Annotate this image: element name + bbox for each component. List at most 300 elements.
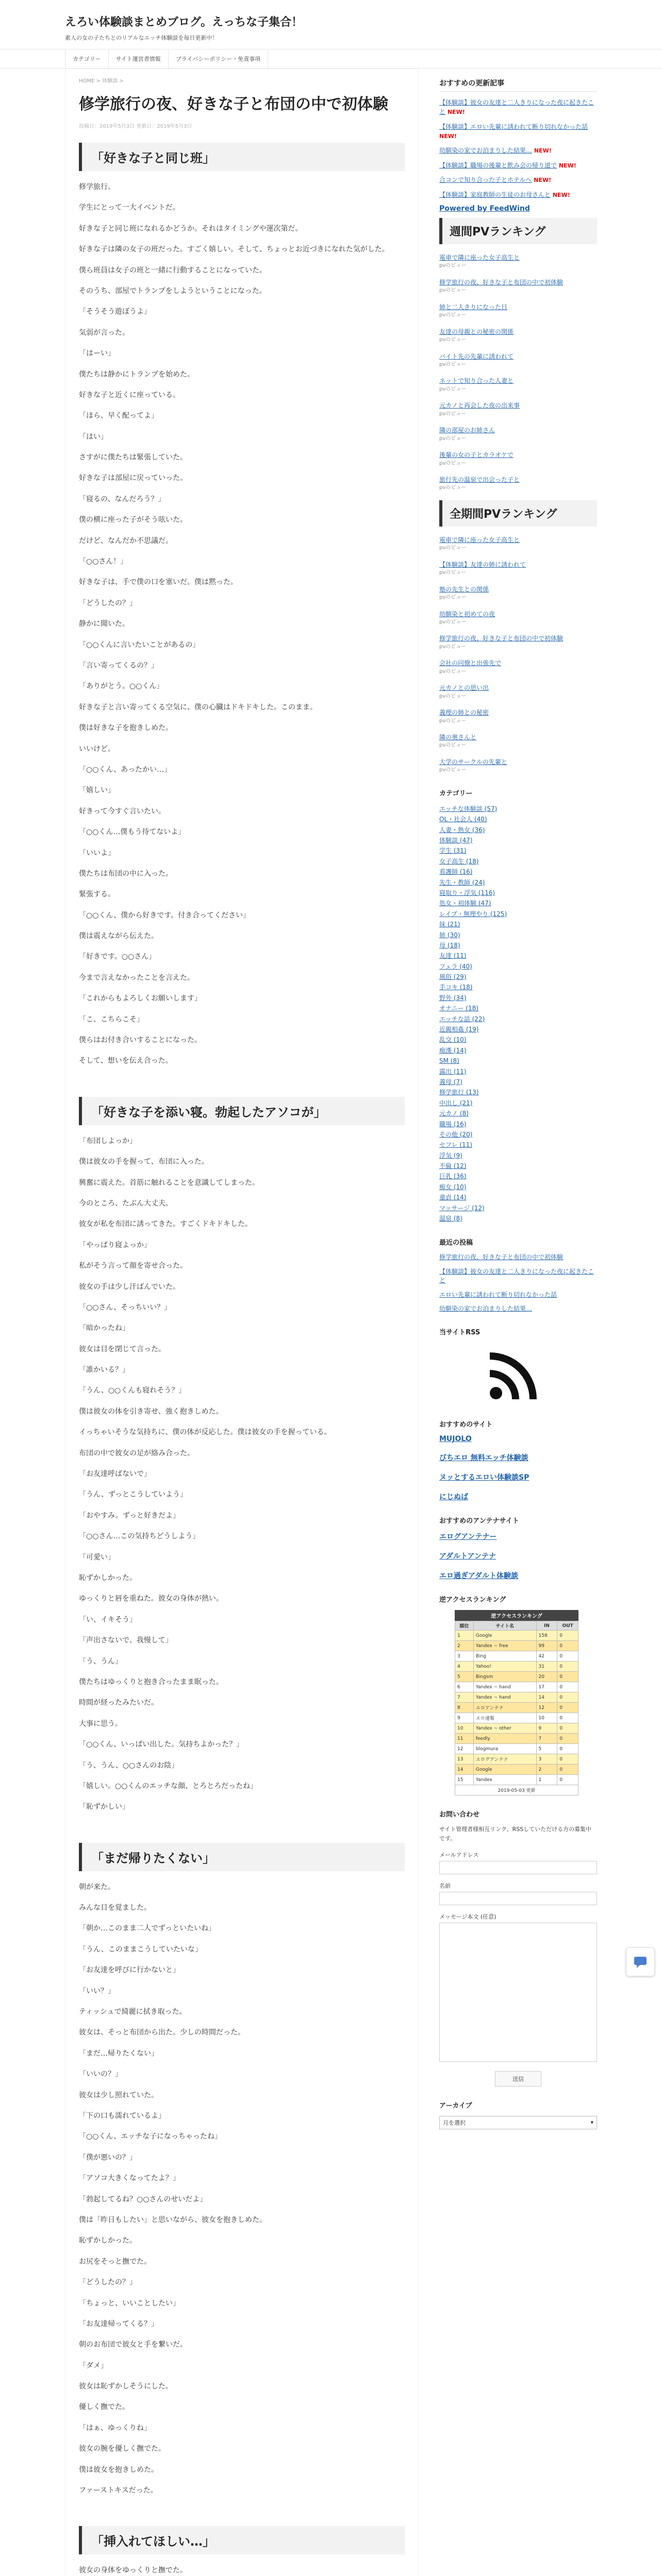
category-item [439,1171,597,1181]
nav-categories[interactable]: カテゴリー [65,49,109,68]
body-line: 彼女の手は少し汗ばんでいた。 [79,1282,180,1291]
access-cell: 0 [557,1734,578,1744]
archive-title: アーカイブ [439,2102,472,2110]
category-link[interactable]: 修学旅行 (13) [439,1089,479,1096]
update-item [439,161,597,171]
access-row [455,1682,578,1692]
category-item [439,1108,597,1118]
ranking-link[interactable]: 旅行先の温泉で出会った子と [439,476,520,484]
access-caption: 逆アクセスランキング [455,1610,578,1621]
access-cell[interactable]: Yandex ~ free [473,1641,536,1651]
access-cell[interactable]: エロアンテナ [473,1703,536,1713]
category-link[interactable]: 浮気 (9) [439,1151,462,1159]
body-line: 「声出さないで、我慢して」 [79,1636,173,1645]
category-link[interactable]: 風俗 (29) [439,973,467,981]
category-link[interactable]: 手コキ (18) [439,984,473,991]
chat-widget-button[interactable] [626,1947,655,1976]
category-link[interactable]: 温泉 (8) [439,1215,462,1223]
category-item [439,909,597,919]
body-line: いいけど。 [79,744,115,753]
ranking-link[interactable]: 姉と二人きりになった日 [439,303,508,311]
post-meta: 投稿日：2019年5月3日 更新日：2019年5月3日 [79,124,192,129]
ranking-item [439,610,597,626]
body-line: 僕は震えながら伝えた。 [79,932,158,941]
section-spacer [79,2505,405,2526]
category-link[interactable]: 不倫 (12) [439,1162,467,1170]
recent-item [439,1291,597,1299]
access-cell: 20 [536,1672,557,1682]
access-cell: 0 [557,1692,578,1703]
category-link[interactable]: 人妻・熟女 (36) [439,826,485,834]
access-row [455,1672,578,1682]
site-item [439,1472,597,1482]
access-header-cell: 順位 [455,1621,474,1631]
category-item [439,1140,597,1150]
body-line: 「暗かったね」 [79,1324,129,1333]
body-line: みんな目を覚ました。 [79,1904,151,1912]
update-item [439,98,597,117]
pv-count: pvのビュー [439,361,467,367]
antenna-item [439,1551,597,1561]
name-field[interactable] [439,1892,597,1905]
category-link[interactable]: 露出 (11) [439,1067,467,1075]
access-cell: 4 [455,1662,474,1672]
site-item [439,1492,597,1502]
category-link[interactable]: 寝取り・浮気 (116) [439,889,495,896]
access-cell: 0 [557,1723,578,1734]
category-link[interactable]: 元カノ (8) [439,1110,469,1117]
access-footer: 2019-05-03 更新 [455,1785,578,1795]
access-cell: 0 [557,1744,578,1754]
section-spacer [79,1076,405,1097]
body-line: 「ありがとう。○○くん」 [79,682,164,691]
access-cell: 31 [536,1662,557,1672]
access-row [455,1651,578,1662]
body-line: 「ほら、早く配ってよ」 [79,412,158,420]
ranking-link[interactable]: 塾の先生との関係 [439,585,489,593]
body-line: 僕は「昨日もしたい」と思いながら、彼女を抱きしめた。 [79,2215,267,2224]
update-link[interactable]: 【体験談】エロい先輩に誘われて断り切れなかった話 [439,123,588,130]
total-ranking-list [439,536,597,774]
category-link[interactable]: 女子高生 (18) [439,857,479,865]
body-line: 「寝るの、なんだろう？」 [79,495,166,503]
antenna-item [439,1531,597,1541]
access-row [455,1713,578,1723]
body-line: 「いいの？」 [79,2070,122,2079]
body-line: 僕の横に座った子がそう呟いた。 [79,516,187,524]
recent-link[interactable]: エロい先輩に誘われて断り切れなかった話 [439,1291,557,1298]
body-line: 「お友達呼ばないで」 [79,1470,151,1479]
body-line: 「勃起してるね？○○さんのせいだよ」 [79,2195,207,2204]
category-title: カテゴリー [439,789,473,798]
body-line: 好きって今すぐ言いたい。 [79,807,166,816]
category-link[interactable]: エッチな話 (22) [439,1015,485,1023]
category-link[interactable]: エッチな体験談 (57) [439,805,498,812]
ranking-link[interactable]: 修学旅行の夜、好きな子と布団の中で初体験 [439,635,564,642]
access-cell: 12 [455,1744,474,1754]
access-cell[interactable]: Yandex [473,1775,536,1785]
category-item [439,951,597,961]
access-cell[interactable]: エロ速報 [473,1713,536,1723]
site-title[interactable]: えろい体験談まとめブログ。えっちな子集合！ [65,16,303,29]
sites-list [439,1435,597,1502]
body-line: 好きな子は、手で僕の口を塞いだ。僕は黙った。 [79,578,238,587]
access-header-cell: IN [536,1621,557,1631]
category-link[interactable]: 巨乳 (36) [439,1173,467,1180]
ranking-item [439,278,597,295]
body-line: 彼女は少し照れていた。 [79,2091,158,2099]
category-item [439,1024,597,1035]
category-link[interactable]: 妹 (21) [439,921,460,928]
ranking-item [439,451,597,467]
antenna-link[interactable]: エログアンテナー [439,1533,497,1541]
rss-icon[interactable] [486,1347,542,1403]
ranking-link[interactable]: 後輩の女の子とカラオケで [439,451,514,459]
access-cell[interactable]: feedly [473,1734,536,1744]
body-line: そのうち、部屋でトランプをしようということになった。 [79,286,267,295]
site-link[interactable]: MUJOLO [439,1435,472,1444]
access-row [455,1744,578,1754]
site-item [439,1435,597,1443]
ranking-item [439,585,597,602]
ranking-link[interactable]: 【体験談】友達の姉に誘われて [439,561,526,568]
pv-count: pvのビュー [439,287,467,294]
category-link[interactable]: フェラ (40) [439,962,472,970]
category-item [439,1066,597,1077]
ranking-link[interactable]: 友達の母親との秘密の関係 [439,328,514,335]
access-ranking-table [455,1610,578,1795]
ranking-link[interactable]: 義理の姉との秘密 [439,709,489,717]
access-cell[interactable]: Yandex ~ other [473,1723,536,1734]
site-link[interactable]: にじぬば [439,1493,468,1502]
ranking-item [439,401,597,418]
pv-count: pvのビュー [439,485,467,491]
access-cell[interactable]: Yandex ~ hand [473,1682,536,1692]
category-item [439,1192,597,1202]
chat-icon [633,1954,648,1970]
category-link[interactable]: 体験談 (47) [439,836,473,844]
contact-text: サイト管理者様相互リンク、RSSしていただける方の募集中です。 [439,1826,592,1842]
body-line: 「僕が悪いの？」 [79,2153,137,2162]
antenna-item [439,1570,597,1581]
global-nav [0,49,662,69]
access-cell: 12 [536,1703,557,1713]
email-field[interactable] [439,1861,597,1874]
recent-item [439,1267,597,1285]
recent-link[interactable]: 幼馴染の家でお泊まりした結果… [439,1305,533,1312]
body-line: 恥ずかしかった。 [79,1574,137,1582]
ranking-link[interactable]: バイト先の先輩に誘われて [439,352,514,360]
body-line: 今のところ、たぶん大丈夫。 [79,1199,173,1208]
ranking-item [439,476,597,492]
category-item [439,825,597,835]
antenna-link[interactable]: エロ過ぎアダルト体験談 [439,1572,519,1581]
main-content [65,69,419,2576]
recent-link[interactable]: 【体験談】彼女の友達と二人きりになった夜に起きたこと [439,1267,594,1284]
category-item [439,1129,597,1140]
update-item [439,122,597,141]
body-line: イっちゃいそうな気持ちに、僕の体が反応した。僕は彼女の手を握っている。 [79,1428,332,1437]
category-item [439,930,597,940]
post-title: 修学旅行の夜、好きな子と布団の中で初体験 [79,95,388,113]
body-line: 優しく撫でた。 [79,2403,129,2412]
category-link[interactable]: 職場 (16) [439,1120,467,1128]
body-line: 「そうそう遊ぼうよ」 [79,308,151,316]
email-label: メールアドレス [439,1851,479,1858]
access-row [455,1734,578,1744]
body-line: 今まで言えなかったことを言えた。 [79,973,194,982]
category-link[interactable]: 友達 (11) [439,952,467,960]
ranking-link[interactable]: 会社の同僚と出張先で [439,659,502,667]
category-link[interactable]: 先生・教師 (24) [439,878,485,886]
category-item [439,877,597,888]
ranking-link[interactable]: ネットで知り合った人妻と [439,377,514,385]
pv-count: pvのビュー [439,312,467,318]
update-link[interactable]: 合コンで知り合った子とホテルへ [439,176,532,183]
category-link[interactable]: オナニー (18) [439,1005,478,1012]
category-link[interactable]: 乱交 (10) [439,1036,467,1044]
body-line: 「これからもよろしくお願いします」 [79,994,202,1003]
body-line: だけど、なんだか不思議だ。 [79,536,173,545]
weekly-ranking-list [439,253,597,492]
body-line: 「いいよ」 [79,849,115,857]
contact-title: お問い合わせ [439,1811,480,1819]
category-link[interactable]: 野外 (34) [439,994,467,1002]
access-cell: 0 [557,1703,578,1713]
access-header-cell: OUT [557,1621,578,1631]
ranking-link[interactable]: 元カノとの思い出 [439,684,489,692]
ranking-item [439,303,597,319]
body-line: 彼女は目を閉じて言った。 [79,1345,166,1353]
recent-item [439,1304,597,1313]
access-cell[interactable]: エログアンテナ [473,1754,536,1765]
body-line: ゆっくりと唇を重ねた。彼女の身体が熱い。 [79,1595,223,1603]
body-line: 「どうしたの？」 [79,2278,137,2287]
ranking-link[interactable]: 幼馴染と初めての夜 [439,610,495,618]
category-link[interactable]: 中出し (21) [439,1099,473,1107]
ranking-item [439,352,597,369]
category-item [439,1087,597,1097]
body-line: 彼女が私を布団に誘ってきた。すごくドキドキした。 [79,1220,252,1229]
section-spacer [79,1822,405,1843]
category-link[interactable]: マッサージ (12) [439,1204,485,1212]
access-row [455,1723,578,1734]
access-cell: 2 [536,1765,557,1775]
category-item [439,888,597,898]
access-cell: 10 [455,1723,474,1734]
recent-item [439,1253,597,1262]
category-item [439,1077,597,1087]
access-cell: 7 [536,1734,557,1744]
body-line: 彼女は、そっと布団から出た。少しの時間だった。 [79,2028,245,2037]
access-cell: 14 [536,1692,557,1703]
category-link[interactable]: OL・社会人 (40) [439,816,487,823]
access-row [455,1754,578,1765]
category-link[interactable]: 姉 (30) [439,931,460,939]
ranking-item [439,708,597,725]
submit-button[interactable]: 送信 [495,2071,541,2087]
site-description: 素人の女の子たちとのリアルなエッチ体験談を毎日更新中！ [65,35,218,41]
update-link[interactable]: 幼馴染の家でお泊まりした結果… [439,147,533,154]
ranking-link[interactable]: 隣の部屋のお姉さん [439,427,495,434]
body-line: 僕は彼女を抱きしめた。 [79,2465,158,2474]
ranking-item [439,377,597,393]
category-item [439,835,597,845]
site-link[interactable]: びちエロ 無料エッチ体験談 [439,1454,528,1463]
nav-privacy[interactable]: プライバシーポリシー・免責事項 [169,49,268,68]
update-item [439,175,597,185]
pv-count: pvのビュー [439,718,467,724]
access-row [455,1775,578,1785]
category-item [439,856,597,867]
body-line: 「アソコ大きくなってたよ？」 [79,2174,180,2183]
body-line: 「○○さん…この気持ちどうしよう」 [79,1532,200,1541]
category-link[interactable]: 学生 (31) [439,847,467,855]
category-link[interactable]: 近親相姦 (19) [439,1026,479,1033]
ranking-link[interactable]: 大学のサークルの先輩と [439,758,507,766]
access-header-cell: サイト名 [473,1621,536,1631]
update-link[interactable]: 【体験談】家庭教師の生徒のお母さんと [439,191,551,198]
category-item [439,993,597,1003]
ranking-link[interactable]: 隣の奥さんと [439,734,477,741]
body-line: 「こ、こちらこそ」 [79,1015,144,1024]
body-line: 「嬉しい。○○くんのエッチな顔、とろとろだったね」 [79,1782,258,1790]
antenna-list [439,1531,597,1581]
ranking-link[interactable]: 電車で隣に座った女子高生と [439,254,520,261]
access-cell: 10 [536,1713,557,1723]
access-cell: 0 [557,1765,578,1775]
site-item [439,1452,597,1463]
category-item [439,845,597,856]
body-line: 僕ら班員は女子の班と一緒に行動することになっていた。 [79,266,267,275]
access-cell: 0 [557,1651,578,1662]
pv-count: pvのビュー [439,545,467,551]
ranking-link[interactable]: 修学旅行の夜、好きな子と布団の中で初体験 [439,278,564,286]
body-line: 朝のお布団で彼女と手を繋いだ。 [79,2341,187,2349]
archive-select[interactable] [439,2116,597,2129]
category-item [439,1098,597,1108]
category-item [439,982,597,992]
category-item [439,1150,597,1161]
breadcrumb[interactable]: HOME > 体験談 > [79,78,124,84]
body-line: 朝が来た。 [79,1883,115,1891]
new-badge: NEW! [552,191,570,198]
pv-count: pvのビュー [439,742,467,749]
pv-count: pvのビュー [439,460,467,466]
category-link[interactable]: レイプ・無理やり (125) [439,910,507,918]
body-line: 彼女の腕を優しく撫でた。 [79,2445,166,2453]
recent-title: 最近の投稿 [439,1239,473,1247]
body-line: 学生にとって一大イベントだ。 [79,204,180,212]
access-cell[interactable]: blogmura [473,1744,536,1754]
update-link[interactable]: 【体験談】彼女の友達と二人きりになった夜に起きたこと [439,99,594,115]
body-line: そして、想いを伝え合った。 [79,1057,173,1065]
access-cell: 0 [557,1775,578,1785]
access-cell[interactable]: Yahoo! [473,1662,536,1672]
access-cell[interactable]: Bingsm [473,1672,536,1682]
category-link[interactable]: その他 (20) [439,1130,473,1138]
sidebar [439,69,597,2576]
access-cell[interactable]: Bing [473,1651,536,1662]
access-cell: 13 [455,1754,474,1765]
new-badge: NEW! [439,132,457,140]
category-link[interactable]: SM (8) [439,1057,459,1065]
access-cell: 11 [455,1734,474,1744]
pv-count: pvのビュー [439,435,467,442]
category-link[interactable]: 義母 (7) [439,1078,462,1086]
body-line: 修学旅行。 [79,183,115,191]
ranking-item [439,253,597,270]
updates-list [439,98,597,199]
body-line: 「う、うん、○○さんのお陰」 [79,1761,179,1770]
body-line: 僕たちはゆっくりと抱き合ったまま眠った。 [79,1677,223,1686]
body-line: 時間が経ったみたいだ。 [79,1699,158,1707]
recent-link[interactable]: 修学旅行の夜、好きな子と布団の中で初体験 [439,1253,564,1261]
category-item [439,940,597,951]
body-line: 気弱が言った。 [79,328,129,337]
message-field[interactable] [439,1923,597,2062]
category-link[interactable]: 看護師 (16) [439,868,473,876]
ranking-item [439,684,597,700]
body-line: 「お友達を呼びに行かないと」 [79,1966,180,1975]
category-link[interactable]: 痴漢 (14) [439,1046,467,1054]
access-cell[interactable]: Google [473,1765,536,1775]
access-cell: 0 [557,1641,578,1651]
new-badge: NEW! [534,147,552,154]
body-line: 「○○くん、エッチな子になっちゃったね」 [79,2132,222,2141]
access-cell: 3 [455,1651,474,1662]
ranking-link[interactable]: 元カノと再会した夜の出来事 [439,402,520,410]
access-cell: 0 [557,1682,578,1692]
body-line: 「○○さん！」 [79,557,128,566]
category-link[interactable]: 処女・初体験 (47) [439,900,491,907]
access-cell: 9 [455,1713,474,1723]
category-link[interactable]: セフレ (11) [439,1141,472,1149]
powered-link[interactable]: Powered by FeedWind [439,205,530,213]
body-line: 「い、イキそう」 [79,1615,137,1624]
category-link[interactable]: 童貞 (14) [439,1194,467,1201]
access-cell: 8 [455,1703,474,1713]
access-cell: 9 [536,1723,557,1734]
body-line: 「嬉しい」 [79,786,115,795]
body-line: 「○○くん…僕もう待てないよ」 [79,828,186,837]
ranking-link[interactable]: 電車で隣に座った女子高生と [439,536,520,544]
nav-operator[interactable]: サイト運営者情報 [109,49,169,68]
category-link[interactable]: 母 (18) [439,941,460,949]
section-heading: 「まだ帰りたくない」 [79,1843,405,1871]
body-line: 緊張する。 [79,890,115,899]
recent-list [439,1253,597,1313]
new-badge: NEW! [534,177,552,183]
access-cell: 7 [455,1692,474,1703]
access-cell[interactable]: Google [473,1631,536,1641]
body-line: 「おやすみ。ずっと好きだよ」 [79,1511,180,1520]
body-line: 布団の中で彼女の足が絡み合った。 [79,1449,194,1458]
body-line: 「はい」 [79,432,108,441]
antenna-link[interactable]: アダルトアンテナ [439,1552,496,1561]
access-cell: 15 [455,1775,474,1785]
body-line: 「朝か…このまま二人でずっといたいね」 [79,1924,216,1933]
category-link[interactable]: 痴女 (10) [439,1183,467,1191]
access-row [455,1703,578,1713]
access-cell[interactable]: Yandex ~ hand [473,1692,536,1703]
body-line: 僕たちは静かにトランプを始めた。 [79,370,194,379]
category-item [439,814,597,824]
category-item [439,1213,597,1224]
site-link[interactable]: ヌッとするエロい体験談SP [439,1473,529,1482]
pv-count: pvのビュー [439,263,467,269]
update-link[interactable]: 【体験談】職場の後輩と飲み会の帰り道で [439,161,557,169]
